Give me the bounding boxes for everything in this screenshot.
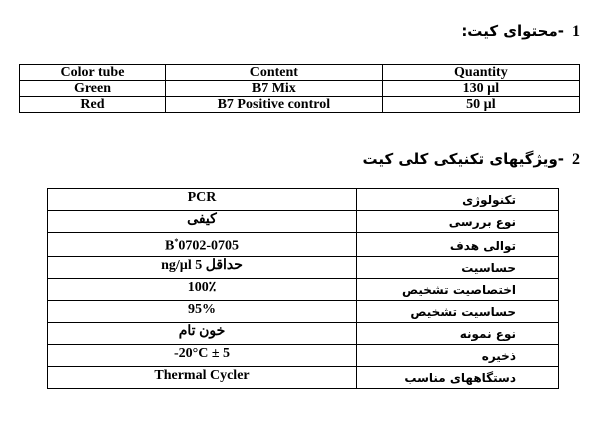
- spec-value: -20°C ± 5: [48, 344, 357, 366]
- section-title: -ویژگیهای تکنیکی کلی کیت: [362, 150, 564, 168]
- table-row: [48, 256, 559, 278]
- table-row: [48, 233, 559, 257]
- target-superscript: *: [174, 237, 179, 246]
- spec-value: PCR: [48, 189, 357, 211]
- table-cell: B7 Positive control: [165, 97, 382, 113]
- table-row: [20, 97, 580, 113]
- spec-label: توالی هدف: [357, 233, 559, 257]
- spec-value: 100٪: [48, 278, 357, 300]
- table-row: [48, 278, 559, 300]
- spec-value: حداقل 5 ng/µl: [48, 256, 357, 278]
- table-row: [48, 322, 559, 344]
- target-range: 0702-0705: [178, 238, 239, 254]
- spec-label: نوع بررسی: [357, 211, 559, 233]
- column-header-quantity: Quantity: [382, 65, 579, 81]
- spec-label: حساسیت تشخیص: [357, 300, 559, 322]
- table-cell: Green: [20, 81, 166, 97]
- spec-label: تکنولوژی: [357, 189, 559, 211]
- table-row: [48, 189, 559, 211]
- column-header-color-tube: Color tube: [20, 65, 166, 81]
- spec-value: [48, 233, 357, 257]
- target-prefix: B: [164, 238, 175, 254]
- table-row: [48, 366, 559, 388]
- spec-value: 95%: [48, 300, 357, 322]
- table-cell: 130 µl: [382, 81, 579, 97]
- spec-value: کیفی: [48, 211, 357, 233]
- table-cell: 50 µl: [382, 97, 579, 113]
- table-row: [48, 211, 559, 233]
- table-cell: B7 Mix: [165, 81, 382, 97]
- section-1-heading: [461, 22, 580, 41]
- section-number: 1: [572, 23, 580, 40]
- spec-label: حساسیت: [357, 256, 559, 278]
- column-header-content: Content: [165, 65, 382, 81]
- section-2-heading: [362, 150, 580, 169]
- spec-value: خون تام: [48, 322, 357, 344]
- table-header-row: [20, 65, 580, 81]
- section-title: -محتوای کیت:: [461, 22, 564, 40]
- spec-label: ذخیره: [357, 344, 559, 366]
- table-row: [48, 344, 559, 366]
- table-row: [48, 300, 559, 322]
- technical-specs-table: [47, 188, 559, 389]
- spec-label: اختصاصیت تشخیص: [357, 278, 559, 300]
- spec-label: دستگاههای مناسب: [357, 366, 559, 388]
- section-number: 2: [572, 151, 580, 168]
- table-row: [20, 81, 580, 97]
- spec-label: نوع نمونه: [357, 322, 559, 344]
- kit-contents-table: [19, 64, 580, 113]
- spec-value: Thermal Cycler: [48, 366, 357, 388]
- table-cell: Red: [20, 97, 166, 113]
